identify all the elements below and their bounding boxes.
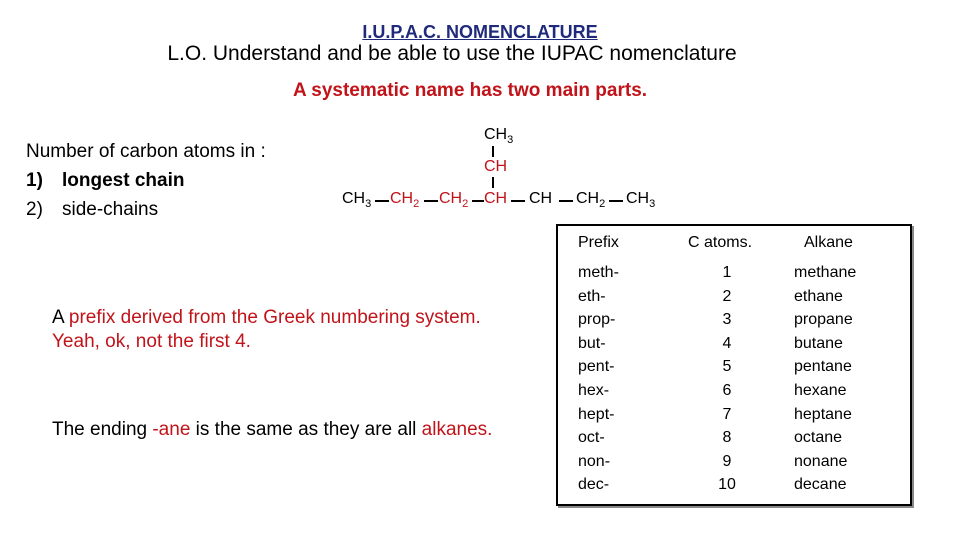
- alkane-column: [794, 261, 856, 497]
- table-cell: but-: [578, 334, 606, 352]
- bond-horizontal: [375, 200, 389, 202]
- table-cell: 8: [722, 429, 732, 447]
- table-cell: pent-: [578, 358, 615, 376]
- table-cell: meth-: [578, 264, 619, 281]
- table-cell: 5: [722, 358, 732, 376]
- list-item-text: longest chain: [62, 170, 185, 191]
- table-cell: non-: [578, 452, 611, 470]
- bond-horizontal: [511, 200, 525, 202]
- column-header-alkane: Alkane: [804, 234, 853, 251]
- page-title: I.U.P.A.C. NOMENCLATURE: [362, 22, 598, 42]
- table-cell: propane: [794, 311, 853, 329]
- bond-horizontal: [424, 200, 438, 202]
- chain-group: $CH_2$: [576, 190, 606, 210]
- table-cell: butane: [794, 334, 843, 352]
- bond-horizontal: [559, 200, 573, 202]
- table-cell: heptane: [794, 405, 852, 423]
- table-cell: 6: [722, 381, 732, 399]
- table-cell: eth-: [578, 287, 606, 305]
- list-item-text: side-chains: [62, 199, 159, 220]
- chain-group: $CH_2$: [390, 190, 420, 210]
- table-cell: 10: [718, 476, 736, 494]
- chain-group: $CH_2$: [439, 190, 469, 210]
- atoms-column: [700, 261, 754, 497]
- table-cell: ethane: [794, 287, 843, 305]
- table-cell: nonane: [794, 452, 848, 470]
- table-cell: hex-: [578, 381, 610, 399]
- list-item-number: 1): [26, 170, 43, 191]
- bond-vertical: [492, 177, 494, 188]
- table-cell: 1: [722, 264, 732, 281]
- chain-group: $CH_3$: [342, 190, 372, 210]
- table-cell: 2: [722, 287, 732, 305]
- carbon-count-heading: Number of carbon atoms in :: [26, 141, 266, 162]
- column-header-atoms: C atoms.: [688, 234, 753, 251]
- table-cell: 4: [722, 334, 732, 352]
- table-cell: 7: [722, 405, 732, 423]
- table-cell: hept-: [578, 405, 615, 423]
- table-cell: pentane: [794, 358, 852, 376]
- list-item: [26, 166, 266, 195]
- table-cell: prop-: [578, 311, 616, 329]
- table-cell: 3: [722, 311, 732, 329]
- list-item: [26, 195, 266, 224]
- carbon-count-list: [26, 137, 266, 224]
- molecule-top-group: $CH_3$: [484, 126, 514, 146]
- table-cell: methane: [794, 264, 857, 281]
- prefix-column: [578, 261, 619, 497]
- learning-objective: L.O. Understand and be able to use the IUPAC nomenclature: [167, 42, 737, 65]
- table-cell: oct-: [578, 429, 605, 447]
- molecule-structure: [300, 120, 700, 220]
- column-header-prefix: Prefix: [578, 234, 619, 251]
- prefix-explanation: A prefix derived from the Greek numbering system. Yeah, ok, not the first 4.: [52, 307, 481, 352]
- molecule-branch-group: CH: [484, 158, 508, 175]
- ending-explanation: The ending -ane is the same as they are all alkanes.: [52, 419, 493, 440]
- chain-group: $CH_3$: [626, 190, 656, 210]
- chain-group: CH: [484, 190, 508, 207]
- table-cell: 9: [722, 452, 732, 470]
- bond-vertical: [492, 146, 494, 157]
- table-cell: hexane: [794, 381, 847, 399]
- table-cell: decane: [794, 476, 847, 494]
- table-cell: dec-: [578, 476, 610, 494]
- systematic-name-heading: A systematic name has two main parts.: [292, 80, 648, 101]
- bond-horizontal: [472, 200, 484, 202]
- list-item-number: 2): [26, 199, 43, 220]
- table-cell: octane: [794, 429, 843, 447]
- chain-group: CH: [529, 190, 553, 207]
- bond-horizontal: [609, 200, 623, 202]
